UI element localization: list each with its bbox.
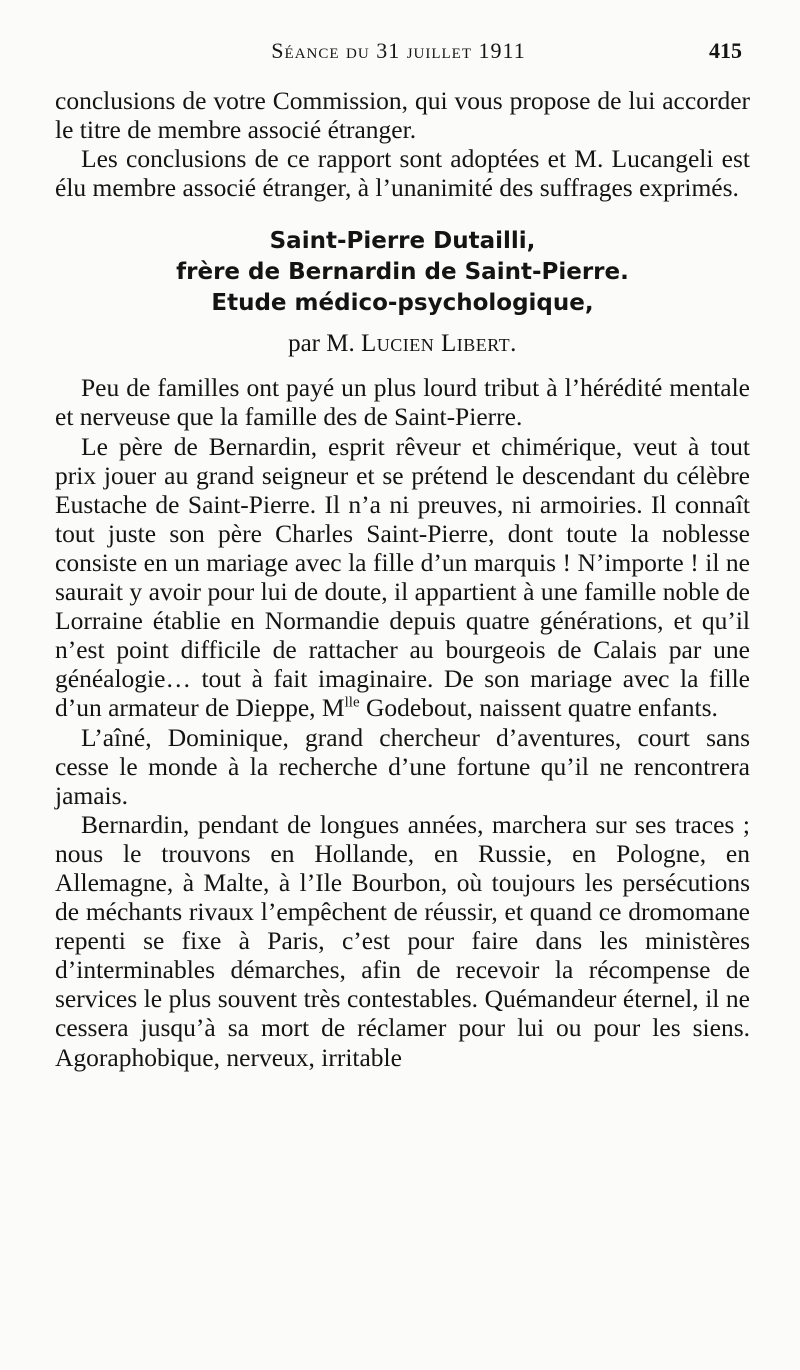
intro-paragraph-1: conclusions de votre Commission, qui vous propose de lui accorder le titre de membre associé étranger. bbox=[55, 86, 750, 145]
intro-paragraph-2: Les conclusions de ce rapport sont adoptées et M. Lucangeli est élu membre associé étranger, à l’unanimité des suffrages exprimés. bbox=[55, 144, 750, 203]
byline-author: Lucien Libert. bbox=[360, 330, 517, 358]
running-head bbox=[55, 38, 742, 68]
byline bbox=[55, 329, 750, 359]
page-number: 415 bbox=[709, 38, 742, 63]
paragraph-2-superscript: lle bbox=[344, 694, 360, 711]
paragraph-1: Peu de familles ont payé un plus lourd tribut à l’hérédité mentale et nerveuse que la famille des de Saint-Pierre. bbox=[55, 373, 750, 432]
paragraph-3: L’aîné, Dominique, grand chercheur d’aventures, court sans cesse le monde à la recherche d’une fortune qu’il ne rencontrera jamais. bbox=[55, 722, 750, 810]
paragraph-2 bbox=[55, 432, 750, 723]
article-title bbox=[55, 226, 750, 319]
running-title: Séance du 31 juillet 1911 bbox=[271, 38, 526, 63]
body-text bbox=[55, 86, 750, 1072]
paragraph-2-text-b: Godebout, naissent quatre enfants. bbox=[359, 693, 718, 723]
paragraph-4: Bernardin, pendant de longues années, marchera sur ses traces ; nous le trouvons en Hollande, en Russie, en Pologne, en Allemagne, à Malte, à l’Ile Bourbon, où toujours les persécutions de méchants rivaux l’empêchent de réussir, et quand ce dromomane repenti se fixe à Paris, c’est pour faire dans les ministères d’interminables démarches, afin de recevoir la récompense de services le plus souvent très contestables. Quémandeur éternel, il ne cessera jusqu’à sa mort de réclamer pour lui ou pour les siens. Agoraphobique, nerveux, irritable bbox=[55, 809, 750, 1072]
byline-prefix: par M. bbox=[288, 330, 355, 358]
article-title-line-3: Etude médico-psychologique, bbox=[211, 290, 594, 317]
article-title-line-1: Saint-Pierre Dutailli, bbox=[269, 228, 536, 255]
paragraph-2-text-a: Le père de Bernardin, esprit rêveur et chimérique, veut à tout prix jouer au grand seigneur et se prétend le descendant du célèbre Eustache de Saint-Pierre. Il n’a ni preuves, ni armoiries. Il connaît tout juste son père Charles Saint-Pierre, dont toute la noblesse consiste en un mariage avec la fille d’un marquis ! N’importe ! il ne saurait y avoir pour lui de doute, il appartient à une famille noble de Lorraine établie en Normandie depuis quatre générations, et qu’il n’est point difficile de rattacher au bourgeois de Calais par une généalogie… tout à fait imaginaire. De son mariage avec la fille d’un armateur de Dieppe, M bbox=[55, 431, 750, 723]
article-title-line-2: frère de Bernardin de Saint-Pierre. bbox=[176, 259, 629, 286]
